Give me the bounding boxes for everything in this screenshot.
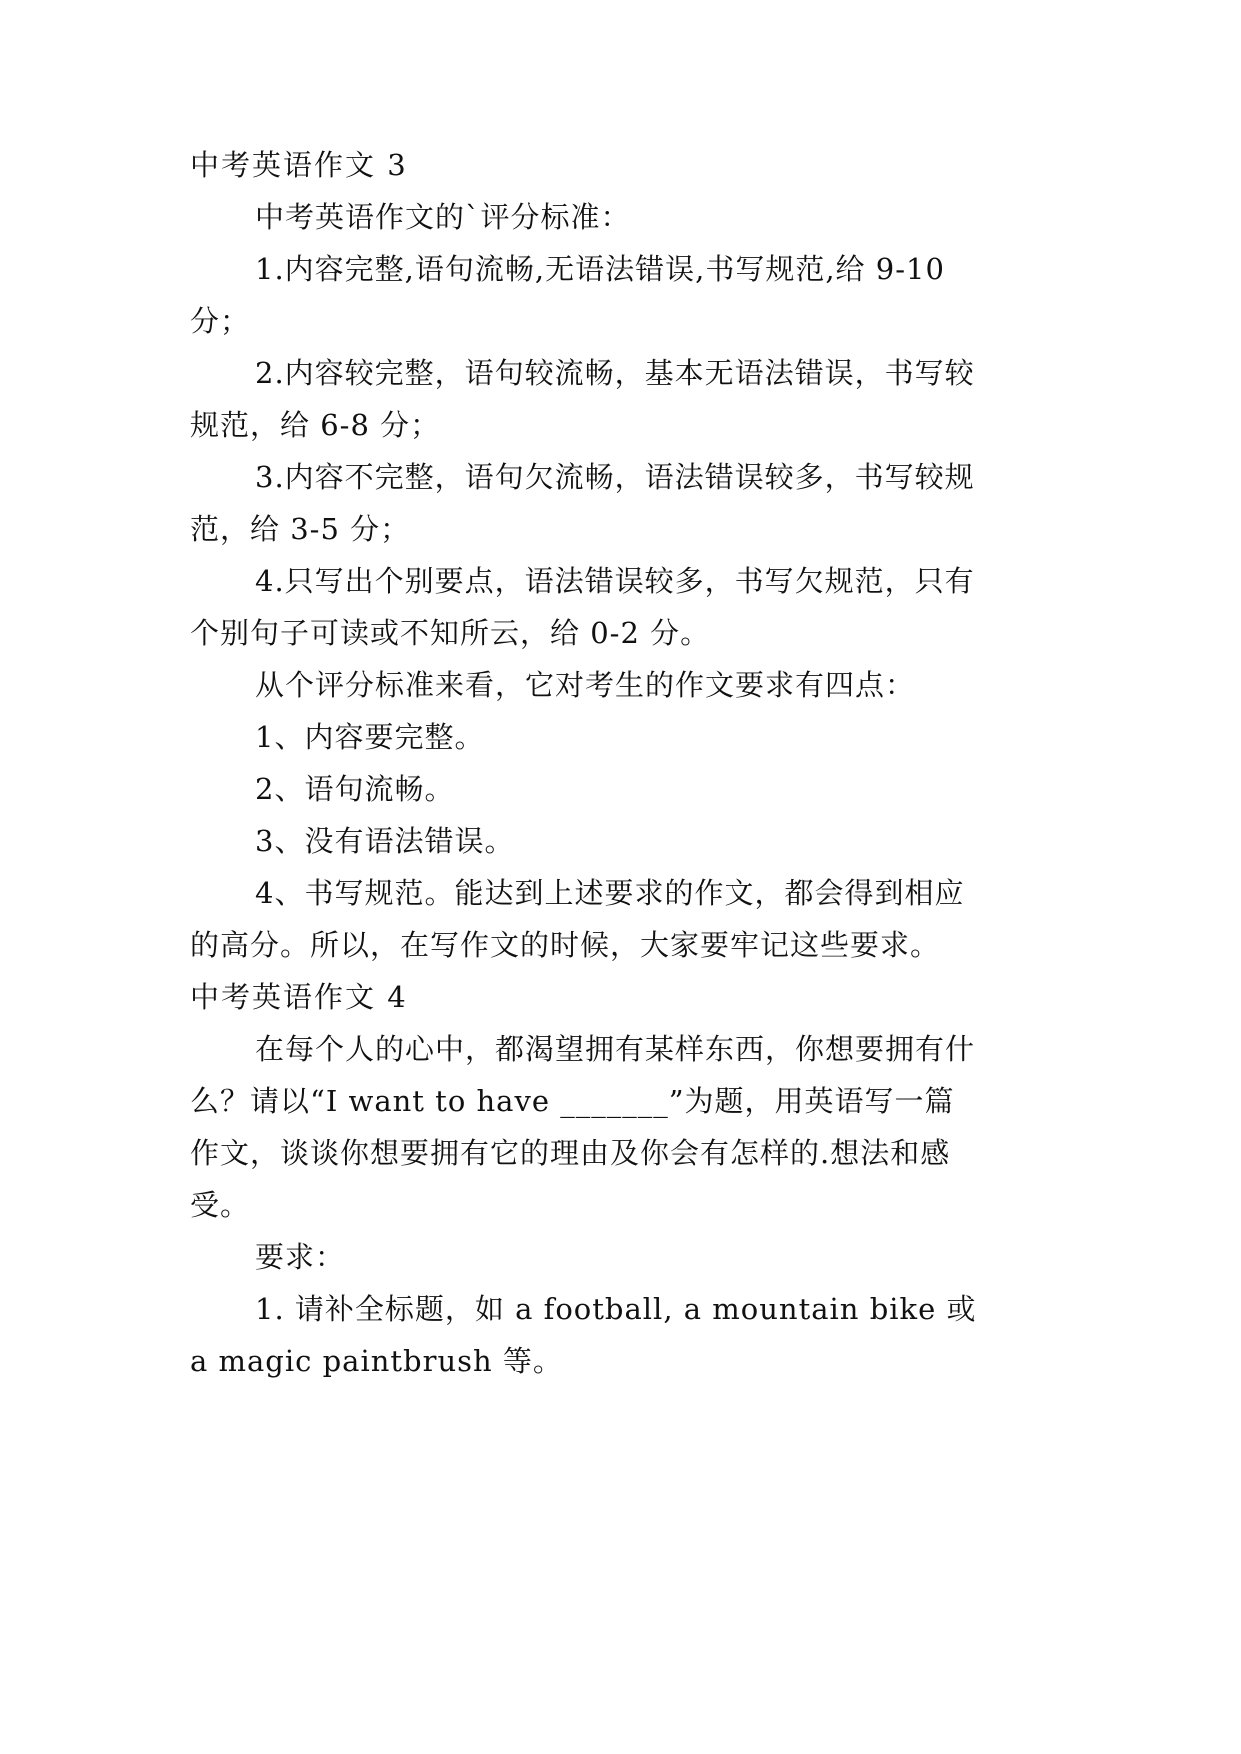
criterion-1-line-1: 1.内容完整,语句流畅,无语法错误,书写规范,给 9-10 xyxy=(255,252,945,286)
criterion-1-line-2: 分； xyxy=(190,304,251,338)
requirement-point-4-line-1: 4、书写规范。能达到上述要求的作文，都会得到相应 xyxy=(255,876,965,910)
requirement-point-4-line-2: 的高分。所以，在写作文的时候，大家要牢记这些要求。 xyxy=(190,928,941,962)
criterion-4-line-2: 个别句子可读或不知所云，给 0-2 分。 xyxy=(190,616,711,650)
criterion-4-line-1: 4.只写出个别要点，语法错误较多，书写欠规范，只有 xyxy=(255,564,975,598)
criterion-2-line-1: 2.内容较完整，语句较流畅，基本无语法错误，书写较 xyxy=(255,356,975,390)
essay4-prompt-line-2: 么？请以“I want to have _______”为题，用英语写一篇 xyxy=(190,1084,955,1118)
requirements-label: 要求： xyxy=(255,1240,346,1274)
essay3-intro: 中考英语作文的`评分标准： xyxy=(255,200,631,234)
essay4-prompt-line-3: 作文，谈谈你想要拥有它的理由及你会有怎样的.想法和感 xyxy=(190,1136,951,1170)
criterion-3-line-2: 范，给 3-5 分； xyxy=(190,512,411,546)
requirement-1-line-2: a magic paintbrush 等。 xyxy=(190,1344,563,1378)
requirement-point-3: 3、没有语法错误。 xyxy=(255,824,515,858)
essay4-title: 中考英语作文 4 xyxy=(190,980,408,1014)
requirement-point-2: 2、语句流畅。 xyxy=(255,772,455,806)
essay3-summary: 从个评分标准来看，它对考生的作文要求有四点： xyxy=(255,668,916,702)
requirement-1-line-1: 1. 请补全标题，如 a football, a mountain bike 或 xyxy=(255,1292,977,1326)
essay3-title: 中考英语作文 3 xyxy=(190,148,408,182)
criterion-3-line-1: 3.内容不完整，语句欠流畅，语法错误较多，书写较规 xyxy=(255,460,975,494)
essay4-prompt-line-1: 在每个人的心中，都渴望拥有某样东西，你想要拥有什 xyxy=(255,1032,976,1066)
requirement-point-1: 1、内容要完整。 xyxy=(255,720,485,754)
criterion-2-line-2: 规范，给 6-8 分； xyxy=(190,408,441,442)
essay4-prompt-line-4: 受。 xyxy=(190,1188,251,1222)
